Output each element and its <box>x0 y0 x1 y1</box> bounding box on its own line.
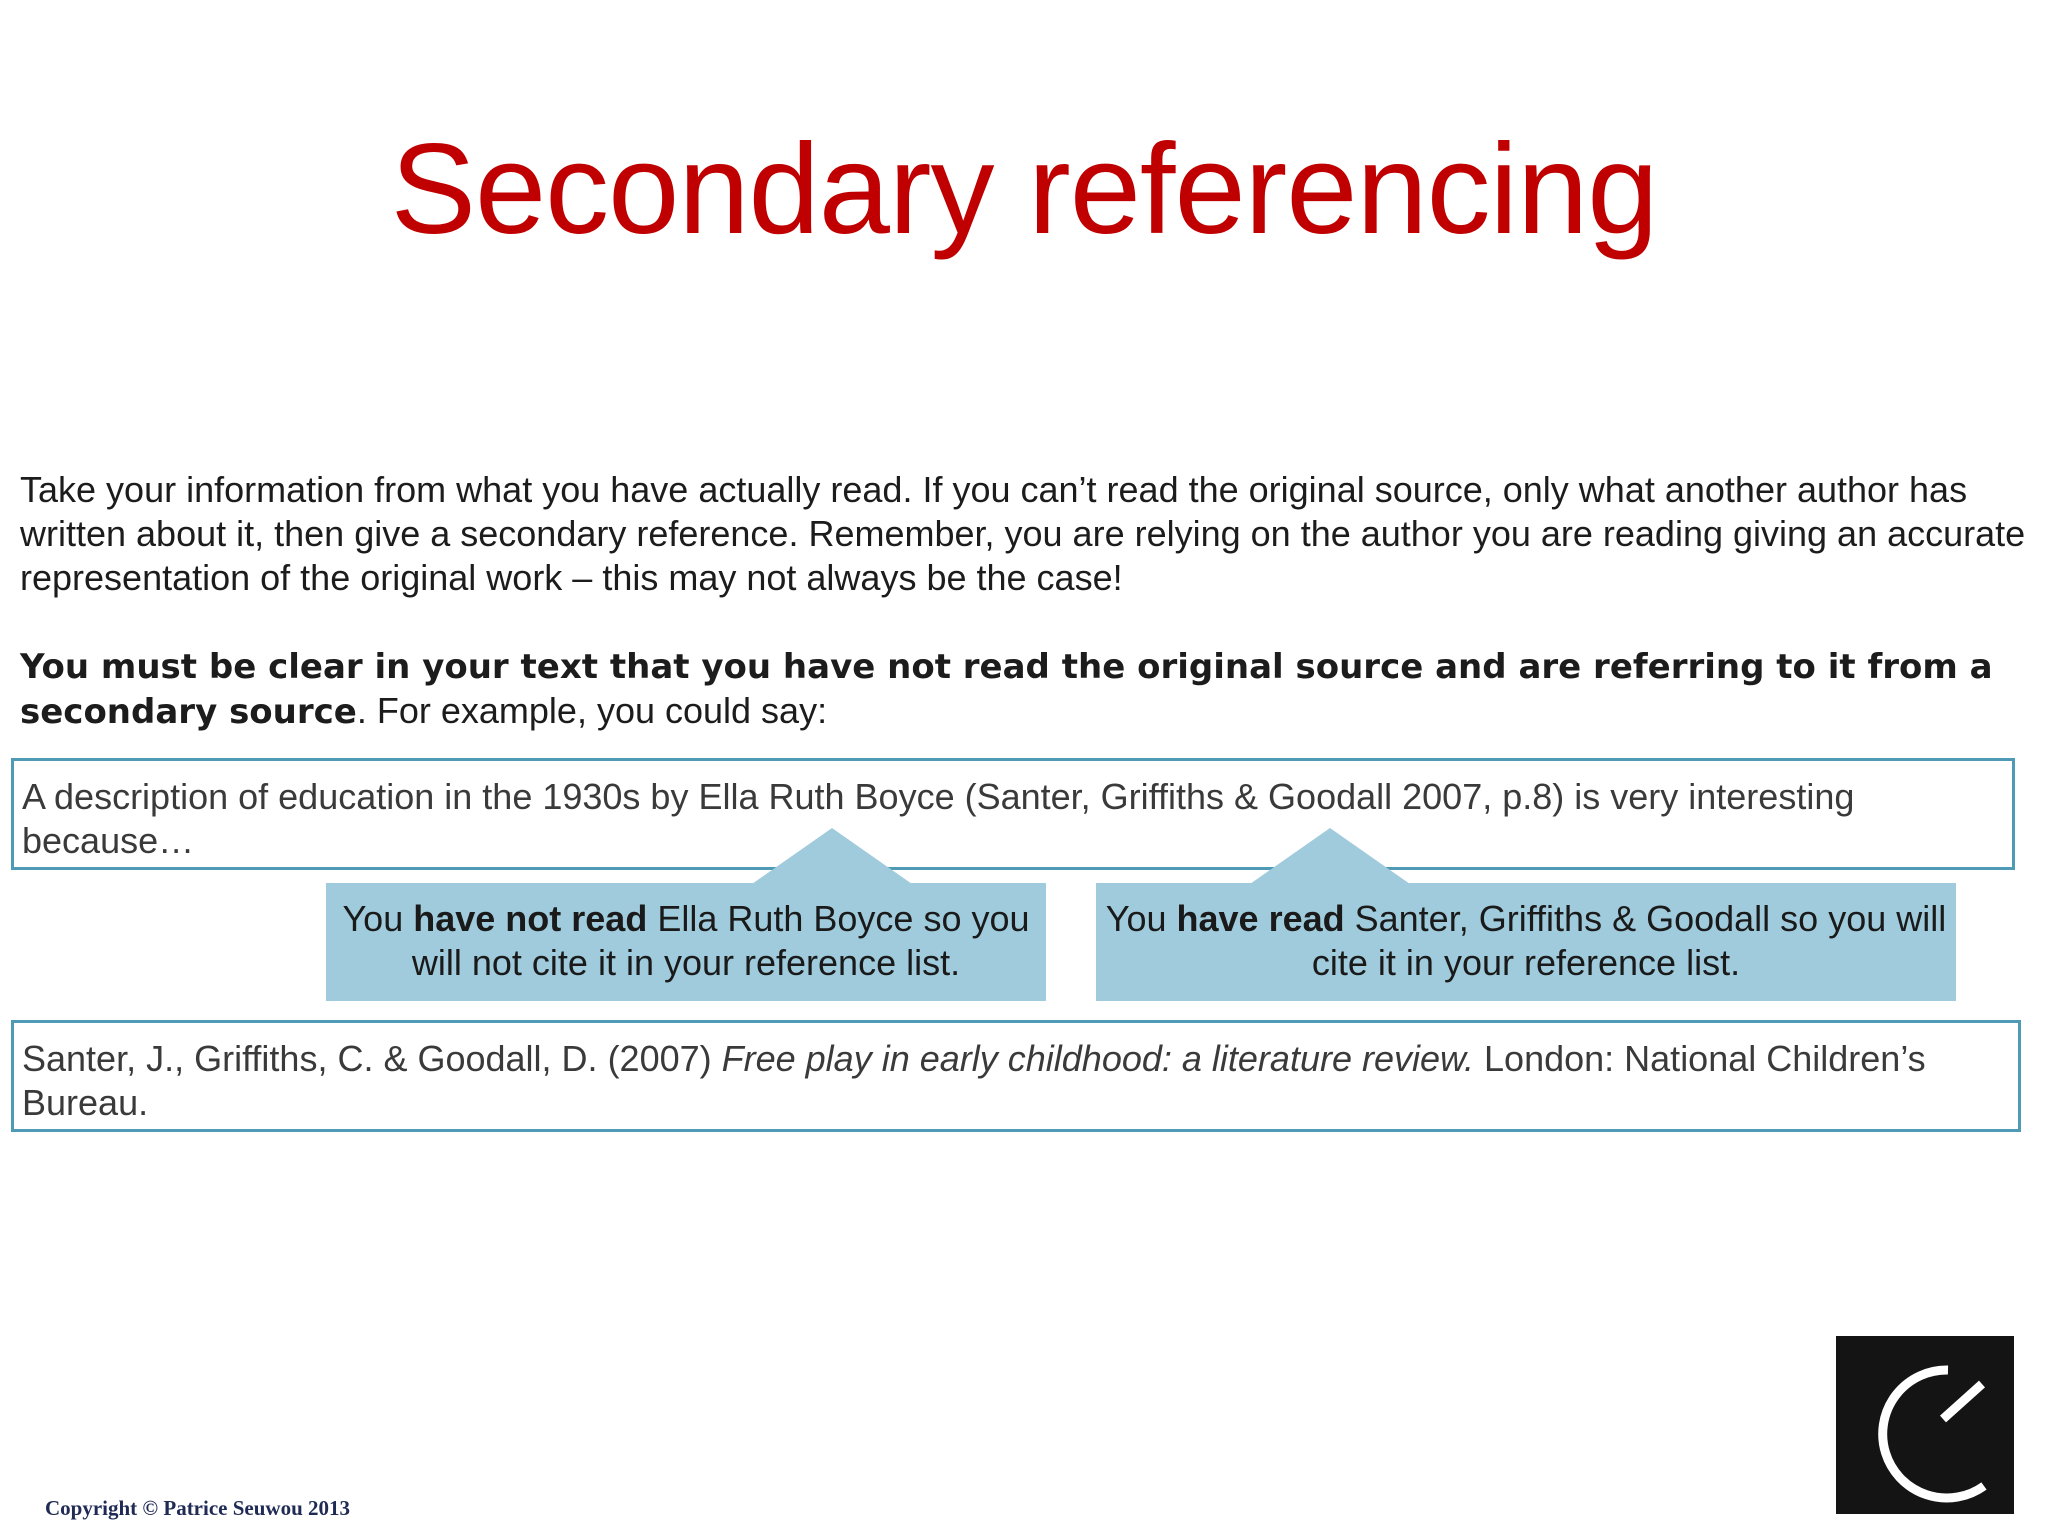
callout-right-bold: have read <box>1176 898 1345 939</box>
callout-not-read <box>326 883 1046 1001</box>
callout-left-bold: have not read <box>413 898 648 939</box>
callout-right-rest: Santer, Griffiths & Goodall so you will cite it in your reference list. <box>1311 898 1947 983</box>
intro-paragraph-1: Take your information from what you have actually read. If you can’t read the original source, only what another author has written about it, then give a secondary reference. Remember, you are relying on the author you are reading giving an accurate representation of the original work – this may not always be the case! <box>20 469 2026 598</box>
logo-graphic <box>1836 1336 2014 1514</box>
reference-publisher: London: National Children’s Bureau. <box>22 1038 1926 1123</box>
intro-paragraph-2-rest: . For example, you could say: <box>356 690 828 731</box>
callout-have-read <box>1096 883 1956 1001</box>
callout-left-pointer <box>752 828 912 884</box>
intro-paragraph-2 <box>20 644 2030 734</box>
callout-left-prefix: You <box>342 898 414 939</box>
reference-box <box>11 1020 2021 1132</box>
reference-authors: Santer, J., Griffiths, C. & Goodall, D. (2007) <box>22 1038 722 1079</box>
clock-arc-logo-icon <box>1836 1336 2014 1514</box>
copyright-notice: Copyright © Patrice Seuwou 2013 <box>45 1496 351 1520</box>
callout-left-rest: Ella Ruth Boyce so you will not cite it in your reference list. <box>411 898 1030 983</box>
slide-title: Secondary referencing <box>390 118 1658 261</box>
callout-right-prefix: You <box>1105 898 1177 939</box>
callout-right-pointer <box>1250 828 1410 884</box>
reference-title: Free play in early childhood: a literature review. <box>721 1038 1475 1079</box>
intro-text <box>20 468 2030 734</box>
example-text: A description of education in the 1930s by Ella Ruth Boyce (Santer, Griffiths & Goodall 2007, p.8) is very interesting because… <box>22 776 1855 861</box>
intro-paragraph-2-bold: You must be clear in your text that you have not read the original source and are referring to it from a secondary source <box>20 647 1993 732</box>
example-box <box>11 758 2015 870</box>
